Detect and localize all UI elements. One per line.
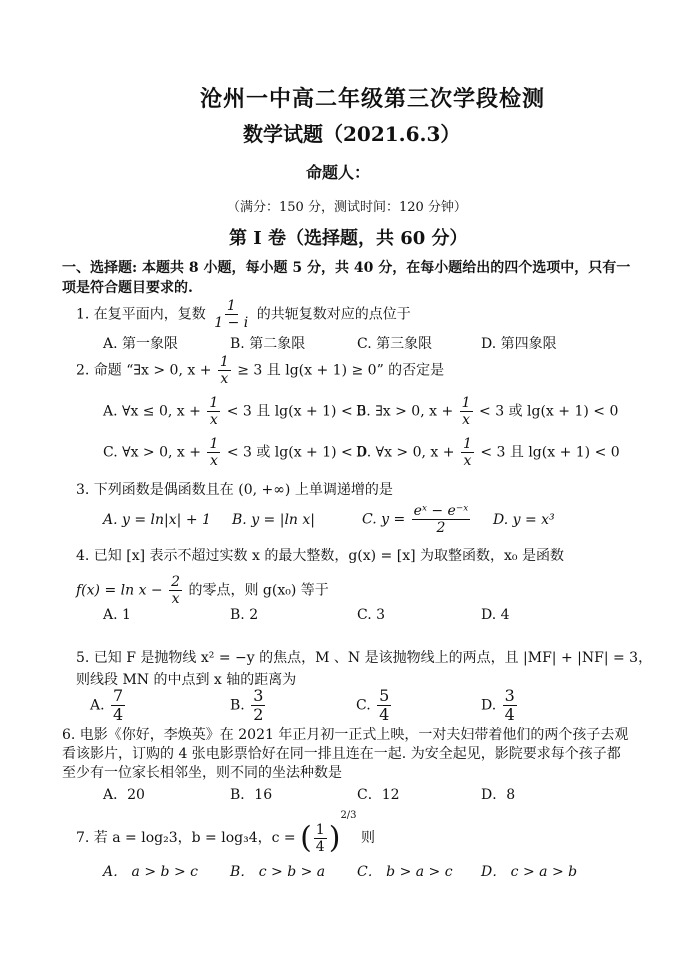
q5-d-den: 4 — [504, 705, 515, 724]
q7-option-b: B． c > b > a — [230, 864, 326, 880]
q7-pre: 7. 若 a = log₂3，b = log₃4，c = — [76, 830, 296, 846]
q5-option-c — [356, 687, 393, 724]
question-5-line1: 5. 已知 F 是抛物线 x² = −y 的焦点，M 、N 是该抛物线上的两点，且 |MF| + |NF| = 3， — [76, 650, 653, 666]
q5-c-fraction — [377, 687, 391, 724]
q2-d-den: x — [463, 453, 472, 469]
q2-c-post: < 3 或 lg(x + 1) < 0 — [226, 444, 367, 461]
q5-c-label: C. — [356, 697, 371, 714]
q7-den: 4 — [315, 838, 325, 855]
q2-b-fraction — [460, 395, 473, 428]
q5-c-den: 4 — [379, 705, 390, 724]
page-title: 沧州一中高二年级第三次学段检测 — [200, 86, 546, 112]
q2-a-post: < 3 且 lg(x + 1) < 0 — [226, 403, 367, 420]
q7-option-a: A． a > b > c — [103, 864, 198, 880]
q7-num: 1 — [315, 821, 325, 838]
q2-d-num: 1 — [462, 436, 472, 452]
q2-option-c — [103, 436, 366, 469]
q2-d-fraction — [461, 436, 474, 469]
question-4-line2 — [76, 574, 329, 607]
part-heading: 第 I 卷（选择题，共 60 分） — [229, 228, 468, 249]
q6-option-b: B．16 — [230, 787, 273, 803]
q2-a-pre: A. ∀x ≤ 0, x + — [103, 403, 201, 420]
q5-b-num: 3 — [253, 686, 264, 705]
q2-num: 1 — [219, 354, 229, 370]
q3-option-c — [362, 503, 472, 536]
q5-d-label: D. — [481, 697, 497, 714]
q2-c-num: 1 — [209, 436, 219, 452]
q6-option-d: D．8 — [481, 787, 516, 803]
q4-num: 2 — [171, 574, 181, 590]
q7-post: 则 — [360, 830, 375, 846]
author-label: 命题人： — [306, 163, 371, 182]
q2-c-fraction — [207, 436, 220, 469]
q5-b-label: B. — [230, 697, 245, 714]
q2-d-pre: D. ∀x > 0, x + — [356, 444, 455, 461]
page-subtitle: 数学试题（2021.6.3） — [243, 122, 461, 146]
q4-option-d: D. 4 — [481, 607, 510, 623]
q2-b-post: < 3 或 lg(x + 1) < 0 — [479, 403, 619, 420]
q7-option-d: D． c > a > b — [481, 864, 578, 880]
q1-den: 1 − i — [214, 315, 249, 331]
q1-fraction — [212, 298, 250, 331]
question-3: 3. 下列函数是偶函数且在 (0, +∞) 上单调递增的是 — [76, 482, 393, 498]
question-5-line2: 则线段 MN 的中点到 x 轴的距离为 — [76, 672, 297, 688]
q1-option-c: C. 第三象限 — [357, 336, 433, 352]
section-heading: 一、选择题: 本题共 8 小题，每小题 5 分，共 40 分，在每小题给出的四个选项中，只有一项是符合题目要求的. — [62, 260, 631, 296]
q3-c-num: eˣ − e⁻ˣ — [413, 503, 469, 519]
q1-pre: 1. 在复平面内，复数 — [76, 306, 206, 323]
q3-option-b: B. y = |ln x| — [232, 512, 316, 528]
q5-option-a — [90, 687, 127, 724]
q2-option-b — [356, 395, 618, 428]
question-4-line1: 4. 已知 [x] 表示不超过实数 x 的最大整数，g(x) = [x] 为取整函数，x₀ 是函数 — [76, 548, 564, 564]
q5-c-num: 5 — [379, 686, 390, 705]
q1-option-b: B. 第二象限 — [230, 336, 306, 352]
q2-den: x — [220, 371, 229, 387]
q1-option-a: A. 第一象限 — [103, 336, 179, 352]
q2-option-a — [103, 395, 366, 428]
q2-a-fraction — [207, 395, 220, 428]
q5-b-fraction — [251, 687, 265, 724]
q7-exponent: 2/3 — [340, 810, 357, 821]
q5-b-den: 2 — [253, 705, 264, 724]
q2-c-den: x — [209, 453, 218, 469]
q5-a-label: A. — [90, 697, 105, 714]
q2-a-den: x — [209, 412, 218, 428]
q4-option-b: B. 2 — [230, 607, 259, 623]
q5-d-fraction — [503, 687, 517, 724]
q2-b-pre: B. ∃x > 0, x + — [356, 403, 454, 420]
q3-c-pre: C. y = — [362, 511, 406, 528]
q3-option-a: A. y = ln|x| + 1 — [103, 512, 211, 528]
q1-option-d: D. 第四象限 — [481, 336, 557, 352]
q5-a-num: 7 — [113, 686, 124, 705]
q3-option-d: D. y = x³ — [493, 512, 555, 528]
question-7 — [76, 810, 375, 856]
q2-b-den: x — [462, 412, 471, 428]
q2-a-num: 1 — [209, 395, 219, 411]
q4-option-c: C. 3 — [357, 607, 386, 623]
q4-fraction — [169, 574, 182, 607]
q5-a-fraction — [111, 687, 125, 724]
q5-a-den: 4 — [113, 705, 124, 724]
question-1 — [76, 298, 411, 331]
exam-info: （满分：150 分，测试时间：120 分钟） — [227, 200, 467, 215]
q2-option-d — [356, 436, 620, 469]
q3-c-fraction — [412, 503, 471, 536]
q2-c-pre: C. ∀x > 0, x + — [103, 444, 201, 461]
q3-c-den: 2 — [436, 520, 446, 536]
question-6: 6. 电影《你好，李焕英》在 2021 年正月初一正式上映，一对夫妇带着他们的两个孩子去观看该影片，订购的 4 张电影票恰好在同一排且连在一起. 为安全起见，影院要求每个孩子都至少有一位家长相邻坐，则不同的坐法种数是 — [62, 727, 629, 781]
q2-b-num: 1 — [461, 395, 471, 411]
question-2 — [76, 354, 444, 387]
q5-option-d — [481, 687, 519, 724]
q7-rparen: ) — [328, 820, 341, 856]
q4-pre: f(x) = ln x − — [76, 582, 163, 599]
q6-option-a: A．20 — [103, 787, 145, 803]
q6-option-c: C．12 — [357, 787, 400, 803]
q5-d-num: 3 — [504, 686, 515, 705]
q4-option-a: A. 1 — [103, 607, 131, 623]
q7-option-c: C． b > a > c — [357, 864, 453, 880]
q2-post: ≥ 3 且 lg(x + 1) ≥ 0” 的否定是 — [237, 362, 445, 379]
q7-fraction — [314, 822, 327, 855]
q5-option-b — [230, 687, 267, 724]
q2-fraction — [218, 354, 231, 387]
q2-d-post: < 3 且 lg(x + 1) < 0 — [480, 444, 620, 461]
q4-den: x — [171, 591, 180, 607]
q2-pre: 2. 命题 “∃x > 0, x + — [76, 362, 212, 379]
q4-post: 的零点，则 g(x₀) 等于 — [188, 582, 329, 599]
q7-lparen: ( — [300, 820, 312, 856]
q1-post: 的共轭复数对应的点位于 — [256, 306, 411, 323]
q1-num: 1 — [226, 298, 236, 314]
